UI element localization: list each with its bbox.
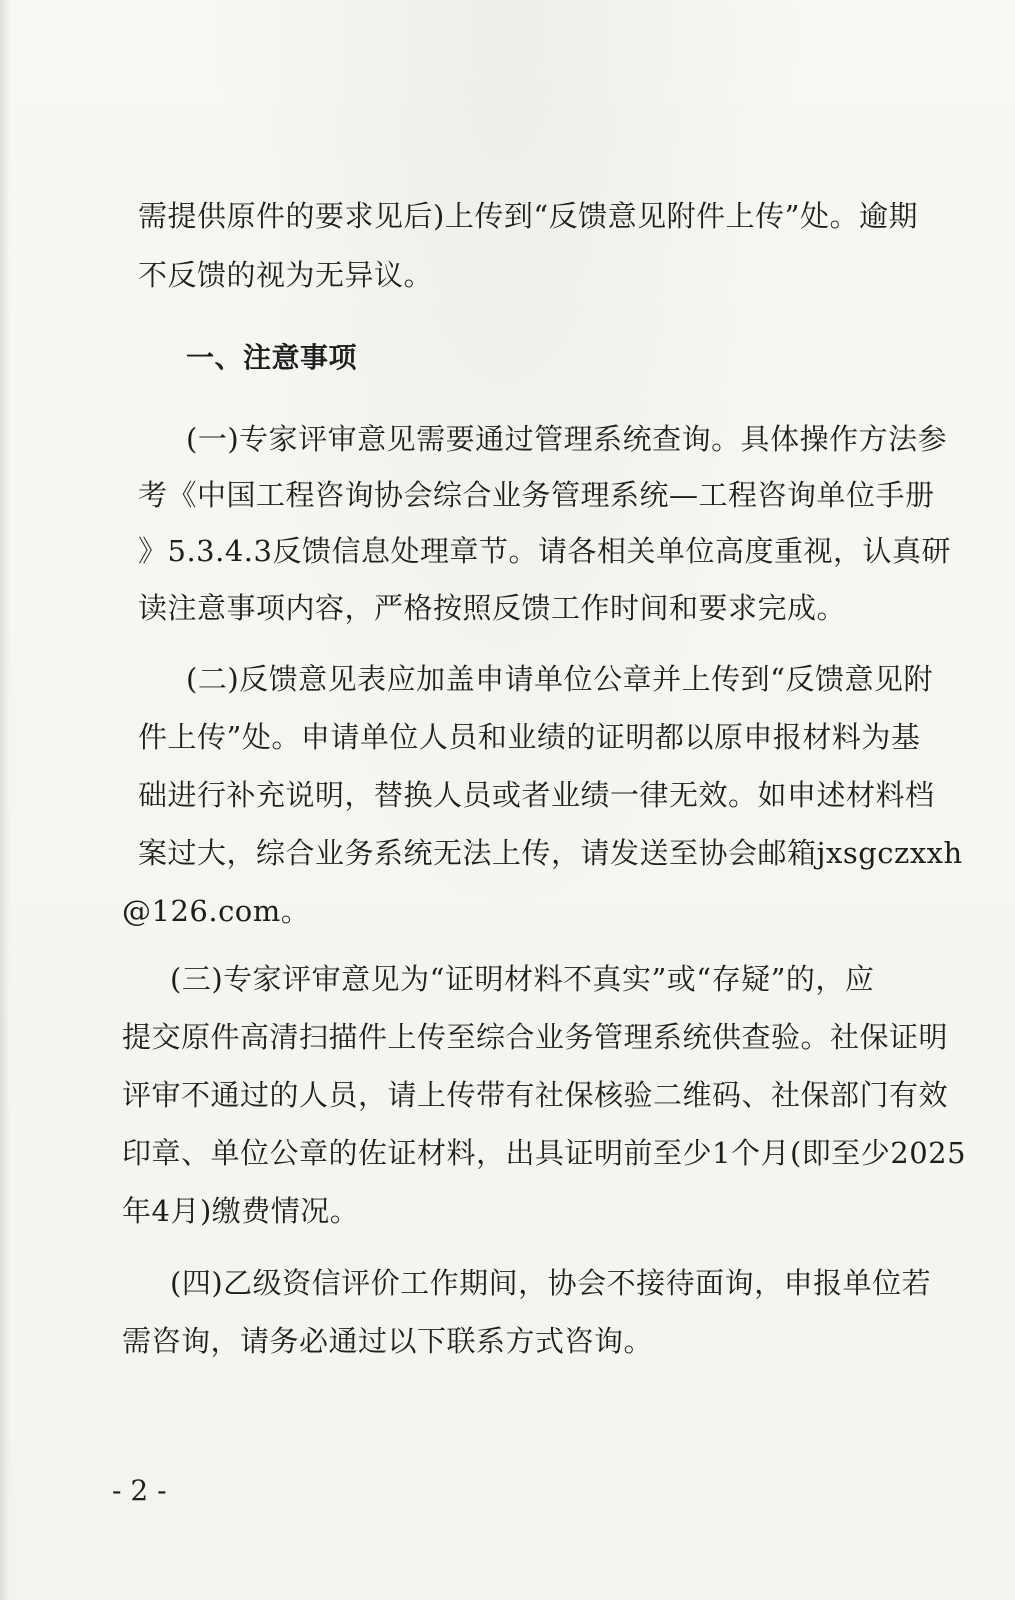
text-line-1: 需提供原件的要求见后)上传到“反馈意见附件上传”处。逾期 [138,199,918,233]
text-line-8: (二)反馈意见表应加盖申请单位公章并上传到“反馈意见附 [186,662,933,696]
scan-shadow [0,0,10,1600]
section-heading: 一、注意事项 [186,341,358,374]
text-line-9: 件上传”处。申请单位人员和业绩的证明都以原申报材料为基 [138,720,921,754]
text-line-12: @126.com。 [122,894,311,928]
text-line-6: 》5.3.4.3反馈信息处理章节。请各相关单位高度重视，认真研 [138,534,951,568]
text-line-16: 印章、单位公章的佐证材料，出具证明前至少1个月(即至少2025 [122,1136,967,1170]
text-line-17: 年4月)缴费情况。 [122,1194,360,1228]
text-line-19: 需咨询，请务必通过以下联系方式咨询。 [122,1324,654,1358]
page-number: - 2 - [112,1474,167,1507]
text-line-10: 础进行补充说明，替换人员或者业绩一律无效。如申述材料档 [138,778,935,812]
text-line-15: 评审不通过的人员，请上传带有社保核验二维码、社保部门有效 [122,1078,949,1112]
text-line-4: (一)专家评审意见需要通过管理系统查询。具体操作方法参 [186,422,948,456]
text-line-14: 提交原件高清扫描件上传至综合业务管理系统供查验。社保证明 [122,1020,949,1054]
text-line-5: 考《中国工程咨询协会综合业务管理系统—工程咨询单位手册 [138,478,935,512]
text-line-2: 不反馈的视为无异议。 [138,258,434,292]
text-line-13: (三)专家评审意见为“证明材料不真实”或“存疑”的，应 [170,962,875,996]
text-line-18: (四)乙级资信评价工作期间，协会不接待面询，申报单位若 [170,1266,932,1300]
text-line-11: 案过大，综合业务系统无法上传，请发送至协会邮箱jxsgczxxh [138,836,963,870]
text-line-7: 读注意事项内容，严格按照反馈工作时间和要求完成。 [138,591,847,625]
